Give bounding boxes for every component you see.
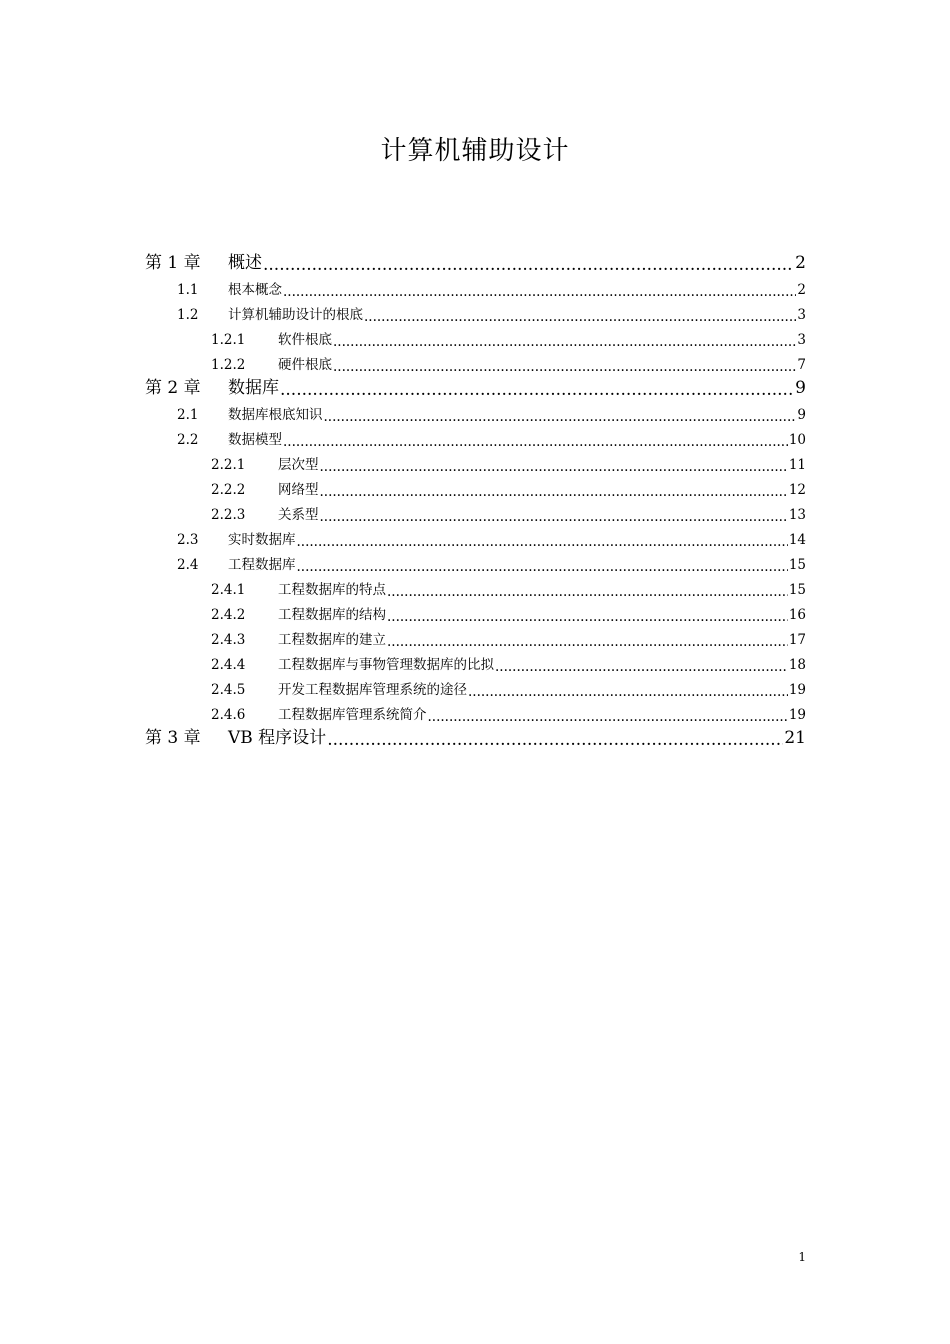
toc-entry-page: 15: [788, 582, 806, 598]
toc-entry-label: 层次型: [278, 457, 319, 473]
toc-entry-number: 2.4: [177, 557, 199, 573]
toc-dot-leader: [387, 635, 788, 649]
toc-entry-label: 工程数据库与事物管理数据库的比拟: [278, 657, 494, 673]
toc-entry-page: 7: [797, 357, 806, 373]
toc-entry-label: 工程数据库: [228, 557, 296, 573]
table-of-contents: [145, 248, 806, 748]
toc-dot-leader: [327, 731, 783, 748]
toc-entry[interactable]: [145, 623, 806, 648]
toc-dot-leader: [324, 410, 797, 424]
toc-entry-page: 14: [788, 532, 806, 548]
toc-entry-number: 2.2.3: [211, 507, 246, 523]
toc-entry-number: 2.4.4: [211, 657, 246, 673]
toc-entry-number: 2.4.6: [211, 707, 246, 723]
toc-dot-leader: [280, 381, 794, 398]
toc-entry-page: 9: [797, 407, 806, 423]
toc-dot-leader: [263, 256, 794, 273]
toc-dot-leader: [320, 485, 788, 499]
toc-dot-leader: [333, 360, 796, 374]
toc-entry-number: 2.2: [177, 432, 199, 448]
toc-dot-leader: [387, 610, 788, 624]
toc-entry-page: 3: [797, 332, 806, 348]
toc-entry-label: 数据库: [228, 378, 279, 398]
toc-entry-label: 硬件根底: [278, 357, 332, 373]
toc-entry-page: 19: [788, 707, 806, 723]
toc-entry[interactable]: [145, 423, 806, 448]
toc-dot-leader: [320, 460, 788, 474]
toc-entry-label: 工程数据库的结构: [278, 607, 386, 623]
page-title: 计算机辅助设计: [380, 136, 570, 166]
toc-entry-number: 1.2.1: [211, 332, 246, 348]
toc-entry-label: 数据库根底知识: [228, 407, 323, 423]
toc-entry-number: 1.1: [177, 282, 199, 298]
toc-entry-label: 根本概念: [228, 282, 282, 298]
toc-entry-page: 12: [788, 482, 806, 498]
toc-entry[interactable]: [145, 273, 806, 298]
toc-entry-number: 2.4.3: [211, 632, 246, 648]
toc-entry[interactable]: [145, 673, 806, 698]
toc-entry[interactable]: [145, 398, 806, 423]
toc-dot-leader: [297, 535, 788, 549]
toc-entry-number: 2.4.2: [211, 607, 246, 623]
toc-entry-number: 2.1: [177, 407, 199, 423]
toc-entry-page: 11: [788, 457, 806, 473]
toc-dot-leader: [495, 660, 788, 674]
toc-entry[interactable]: [145, 548, 806, 573]
toc-entry-page: 13: [788, 507, 806, 523]
toc-entry-page: 2: [797, 282, 806, 298]
toc-entry-number: 2.2.2: [211, 482, 246, 498]
toc-entry-label: 实时数据库: [228, 532, 296, 548]
toc-entry-number: 2.2.1: [211, 457, 246, 473]
toc-dot-leader: [468, 685, 788, 699]
toc-entry-label: 网络型: [278, 482, 319, 498]
toc-entry-page: 10: [788, 432, 806, 448]
toc-entry[interactable]: [145, 573, 806, 598]
toc-entry[interactable]: [145, 723, 806, 748]
toc-entry[interactable]: [145, 523, 806, 548]
toc-dot-leader: [333, 335, 796, 349]
toc-entry-page: 18: [788, 657, 806, 673]
page-number: 1: [798, 1250, 806, 1264]
toc-entry-label: 计算机辅助设计的根底: [228, 307, 363, 323]
toc-entry-page: 21: [784, 728, 806, 748]
toc-dot-leader: [428, 710, 788, 724]
toc-entry-page: 9: [795, 378, 806, 398]
toc-entry[interactable]: [145, 598, 806, 623]
toc-entry[interactable]: [145, 498, 806, 523]
toc-entry[interactable]: [145, 698, 806, 723]
toc-entry-label: 软件根底: [278, 332, 332, 348]
toc-entry-label: 数据模型: [228, 432, 282, 448]
toc-entry[interactable]: [145, 298, 806, 323]
toc-dot-leader: [364, 310, 796, 324]
toc-dot-leader: [283, 285, 796, 299]
toc-entry-label: 概述: [228, 253, 262, 273]
toc-entry-page: 16: [788, 607, 806, 623]
toc-entry-page: 17: [788, 632, 806, 648]
toc-dot-leader: [297, 560, 788, 574]
toc-entry-number: 第 1 章: [145, 253, 201, 273]
toc-entry-label: 工程数据库的建立: [278, 632, 386, 648]
toc-entry-number: 2.4.5: [211, 682, 246, 698]
toc-entry[interactable]: [145, 473, 806, 498]
toc-dot-leader: [387, 585, 788, 599]
toc-entry[interactable]: [145, 373, 806, 398]
toc-entry[interactable]: [145, 648, 806, 673]
toc-entry[interactable]: [145, 348, 806, 373]
toc-entry-label: 工程数据库管理系统简介: [278, 707, 427, 723]
toc-dot-leader: [283, 435, 788, 449]
toc-entry-number: 第 2 章: [145, 378, 201, 398]
toc-entry[interactable]: [145, 248, 806, 273]
toc-entry-label: 关系型: [278, 507, 319, 523]
toc-entry-number: 1.2.2: [211, 357, 246, 373]
toc-entry-page: 19: [788, 682, 806, 698]
toc-entry-number: 1.2: [177, 307, 199, 323]
toc-entry-number: 2.3: [177, 532, 199, 548]
toc-dot-leader: [320, 510, 788, 524]
toc-entry-label: VB 程序设计: [228, 728, 327, 748]
toc-entry-page: 15: [788, 557, 806, 573]
toc-entry-label: 工程数据库的特点: [278, 582, 386, 598]
toc-entry-label: 开发工程数据库管理系统的途径: [278, 682, 467, 698]
toc-entry-number: 第 3 章: [145, 728, 201, 748]
toc-entry[interactable]: [145, 448, 806, 473]
toc-entry-page: 2: [795, 253, 806, 273]
toc-entry-number: 2.4.1: [211, 582, 246, 598]
toc-entry-page: 3: [797, 307, 806, 323]
toc-entry[interactable]: [145, 323, 806, 348]
